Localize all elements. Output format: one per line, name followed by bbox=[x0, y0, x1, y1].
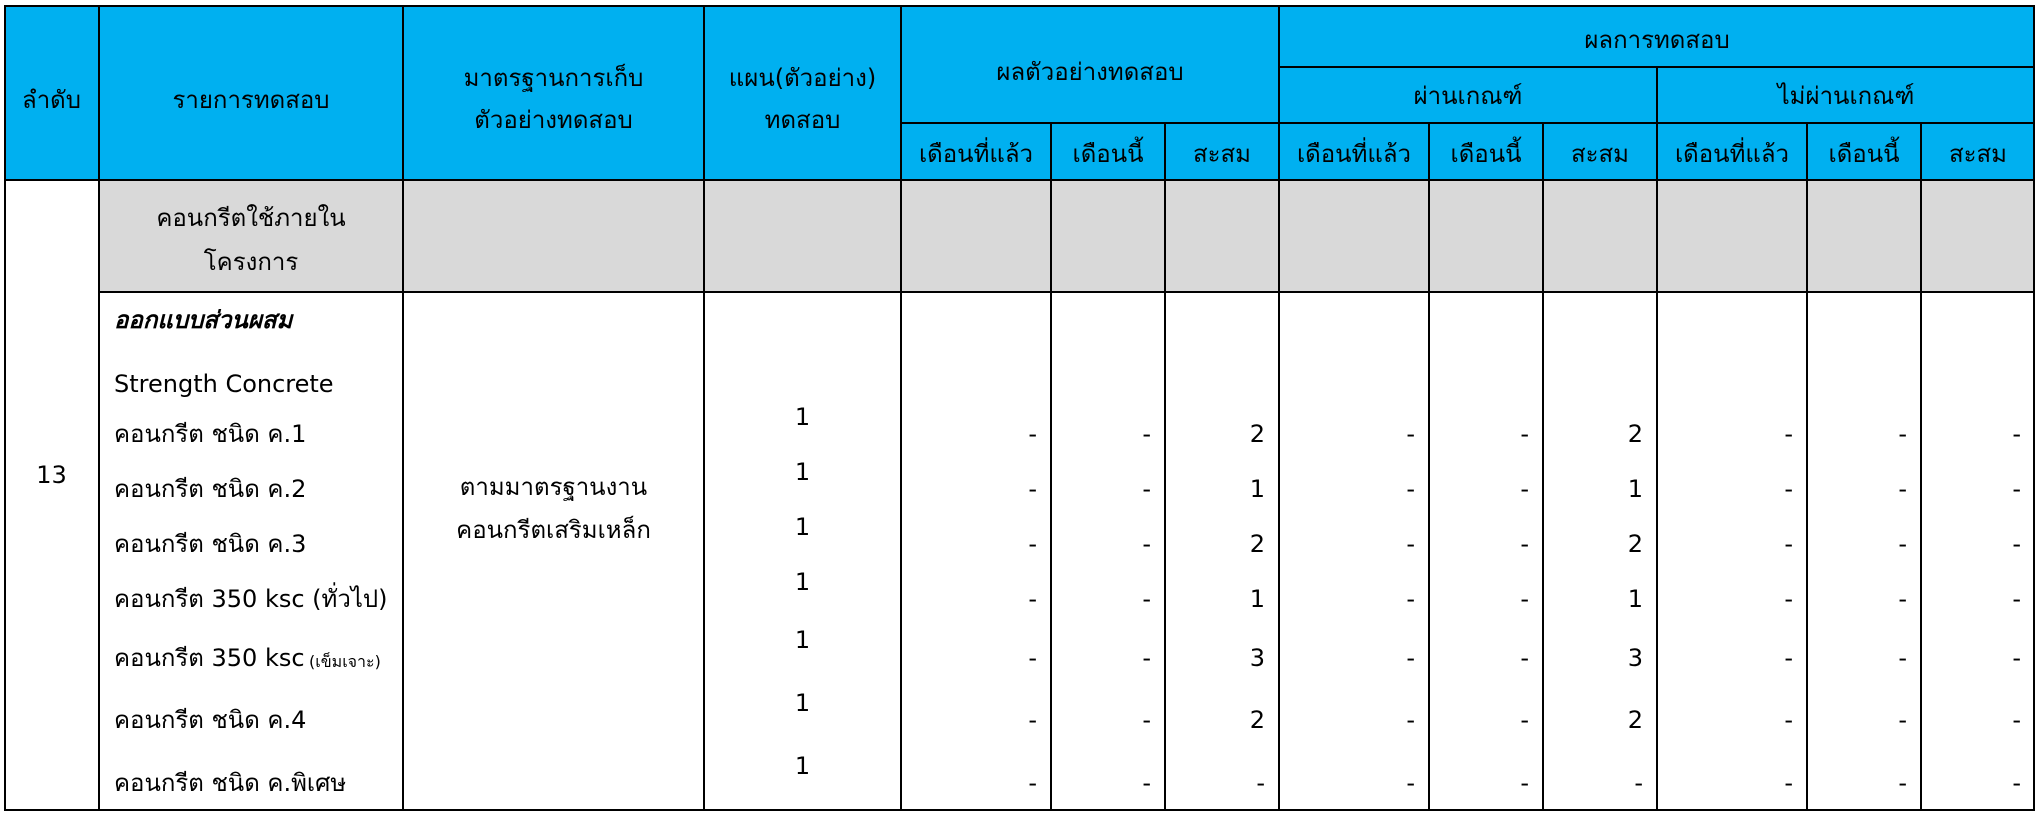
group-order: 13 bbox=[36, 461, 67, 489]
row-value: 2 bbox=[1627, 420, 1643, 448]
row-value: - bbox=[1898, 706, 1907, 734]
group-title-bottom-line bbox=[99, 291, 2035, 293]
header-sub-6: เดือนที่แล้ว bbox=[1674, 140, 1790, 168]
row-value: - bbox=[1142, 769, 1151, 797]
row-value: - bbox=[2012, 644, 2021, 672]
header-line-subheaders bbox=[901, 122, 2035, 124]
group-subtitle: ออกแบบส่วนผสม bbox=[114, 306, 293, 334]
row-value: - bbox=[2012, 530, 2021, 558]
row-value: - bbox=[1142, 420, 1151, 448]
row-name: คอนกรีต ชนิด ค.พิเศษ bbox=[114, 769, 347, 797]
table-border-bottom bbox=[4, 809, 2035, 811]
row-value: 1 bbox=[1627, 475, 1643, 503]
row-value: - bbox=[1520, 420, 1529, 448]
row-value: 2 bbox=[1249, 530, 1265, 558]
row-value: - bbox=[2012, 585, 2021, 613]
row-value: - bbox=[1142, 644, 1151, 672]
row-value: - bbox=[1898, 530, 1907, 558]
row-value: - bbox=[1898, 475, 1907, 503]
row-value: - bbox=[1520, 475, 1529, 503]
header-passed: ผ่านเกณฑ์ bbox=[1413, 82, 1523, 110]
row-value: - bbox=[1406, 475, 1415, 503]
table-border-top bbox=[4, 5, 2035, 7]
header-sub-8: สะสม bbox=[1948, 140, 2007, 168]
row-value: - bbox=[1784, 585, 1793, 613]
row-value: - bbox=[1406, 585, 1415, 613]
table-border-left bbox=[4, 5, 6, 811]
header-failed: ไม่ผ่านเกณฑ์ bbox=[1777, 82, 1915, 110]
row-plan: 1 bbox=[794, 752, 811, 780]
row-plan: 1 bbox=[794, 568, 811, 596]
row-value: - bbox=[1406, 644, 1415, 672]
row-value: - bbox=[1784, 706, 1793, 734]
header-sample-results: ผลตัวอย่างทดสอบ bbox=[996, 58, 1184, 86]
row-value: - bbox=[1520, 769, 1529, 797]
row-value: - bbox=[1784, 644, 1793, 672]
header-standard-line1: มาตรฐานการเก็บ bbox=[463, 64, 644, 92]
row-value: - bbox=[1256, 769, 1265, 797]
row-value: - bbox=[1520, 706, 1529, 734]
row-plan: 1 bbox=[794, 513, 811, 541]
column-divider bbox=[98, 5, 100, 811]
row-value: - bbox=[1898, 644, 1907, 672]
row-value: 3 bbox=[1627, 644, 1643, 672]
row-value: - bbox=[1898, 420, 1907, 448]
row-value: - bbox=[1520, 585, 1529, 613]
row-value: - bbox=[1784, 530, 1793, 558]
row-value: - bbox=[1898, 585, 1907, 613]
table-border-right bbox=[2033, 5, 2035, 811]
header-test-results: ผลการทดสอบ bbox=[1584, 26, 1730, 54]
header-sub-0: เดือนที่แล้ว bbox=[918, 140, 1034, 168]
group-standard-line2: คอนกรีตเสริมเหล็ก bbox=[456, 516, 651, 544]
row-name: คอนกรีต 350 ksc (ทั่วไป) bbox=[114, 585, 388, 613]
row-plan: 1 bbox=[794, 689, 811, 717]
row-value: - bbox=[1520, 530, 1529, 558]
row-value: - bbox=[1142, 475, 1151, 503]
row-name: คอนกรีต ชนิด ค.4 bbox=[114, 706, 307, 734]
row-plan: 1 bbox=[794, 403, 811, 431]
row-name: คอนกรีต 350 ksc bbox=[114, 644, 305, 672]
row-value: - bbox=[1028, 475, 1037, 503]
row-name: คอนกรีต ชนิด ค.3 bbox=[114, 530, 307, 558]
header-plan-line2: ทดสอบ bbox=[764, 106, 841, 134]
row-value: - bbox=[2012, 706, 2021, 734]
results-table bbox=[4, 5, 2035, 811]
row-value: - bbox=[1028, 706, 1037, 734]
row-value: - bbox=[1142, 706, 1151, 734]
row-value: - bbox=[1406, 530, 1415, 558]
row-value: - bbox=[1142, 530, 1151, 558]
header-sub-4: เดือนนี้ bbox=[1450, 140, 1522, 168]
row-value: - bbox=[2012, 769, 2021, 797]
row-name-small: (เข็มเจาะ) bbox=[309, 652, 381, 671]
row-plan: 1 bbox=[794, 626, 811, 654]
row-value: - bbox=[1406, 706, 1415, 734]
row-value: - bbox=[1028, 644, 1037, 672]
header-sub-2: สะสม bbox=[1192, 140, 1251, 168]
row-value: 3 bbox=[1249, 644, 1265, 672]
row-value: - bbox=[1028, 530, 1037, 558]
row-value: - bbox=[1520, 644, 1529, 672]
header-sub-1: เดือนนี้ bbox=[1072, 140, 1144, 168]
header-plan-line1: แผน(ตัวอย่าง) bbox=[728, 64, 877, 92]
row-value: 1 bbox=[1627, 585, 1643, 613]
row-value: - bbox=[1898, 769, 1907, 797]
column-divider bbox=[1278, 5, 1280, 811]
row-plan: 1 bbox=[794, 458, 811, 486]
row-value: - bbox=[1028, 769, 1037, 797]
row-value: - bbox=[1406, 769, 1415, 797]
header-bottom-line bbox=[4, 179, 2035, 181]
row-value: - bbox=[1784, 475, 1793, 503]
row-value: 2 bbox=[1627, 706, 1643, 734]
row-value: 1 bbox=[1249, 475, 1265, 503]
row-name: คอนกรีต ชนิด ค.2 bbox=[114, 475, 307, 503]
group-subtitle-2: Strength Concrete bbox=[114, 370, 334, 398]
row-value: - bbox=[1784, 769, 1793, 797]
header-sub-5: สะสม bbox=[1570, 140, 1629, 168]
group-title-line1: คอนกรีตใช้ภายใน bbox=[156, 204, 346, 232]
row-value: - bbox=[1028, 585, 1037, 613]
row-value: - bbox=[1406, 420, 1415, 448]
row-value: 2 bbox=[1627, 530, 1643, 558]
row-value: 2 bbox=[1249, 706, 1265, 734]
row-value: 1 bbox=[1249, 585, 1265, 613]
header-test-item: รายการทดสอบ bbox=[172, 86, 330, 114]
header-sub-7: เดือนนี้ bbox=[1828, 140, 1900, 168]
header-order: ลำดับ bbox=[21, 86, 81, 114]
row-value: - bbox=[1634, 769, 1643, 797]
header-standard-line2: ตัวอย่างทดสอบ bbox=[474, 106, 633, 134]
group-standard-line1: ตามมาตรฐานงาน bbox=[459, 473, 648, 501]
row-value: 2 bbox=[1249, 420, 1265, 448]
header-sub-3: เดือนที่แล้ว bbox=[1296, 140, 1412, 168]
row-name: คอนกรีต ชนิด ค.1 bbox=[114, 420, 307, 448]
row-value: - bbox=[1028, 420, 1037, 448]
row-value: - bbox=[2012, 475, 2021, 503]
row-value: - bbox=[2012, 420, 2021, 448]
row-value: - bbox=[1142, 585, 1151, 613]
row-value: - bbox=[1784, 420, 1793, 448]
group-title-line2: โครงการ bbox=[203, 248, 299, 276]
